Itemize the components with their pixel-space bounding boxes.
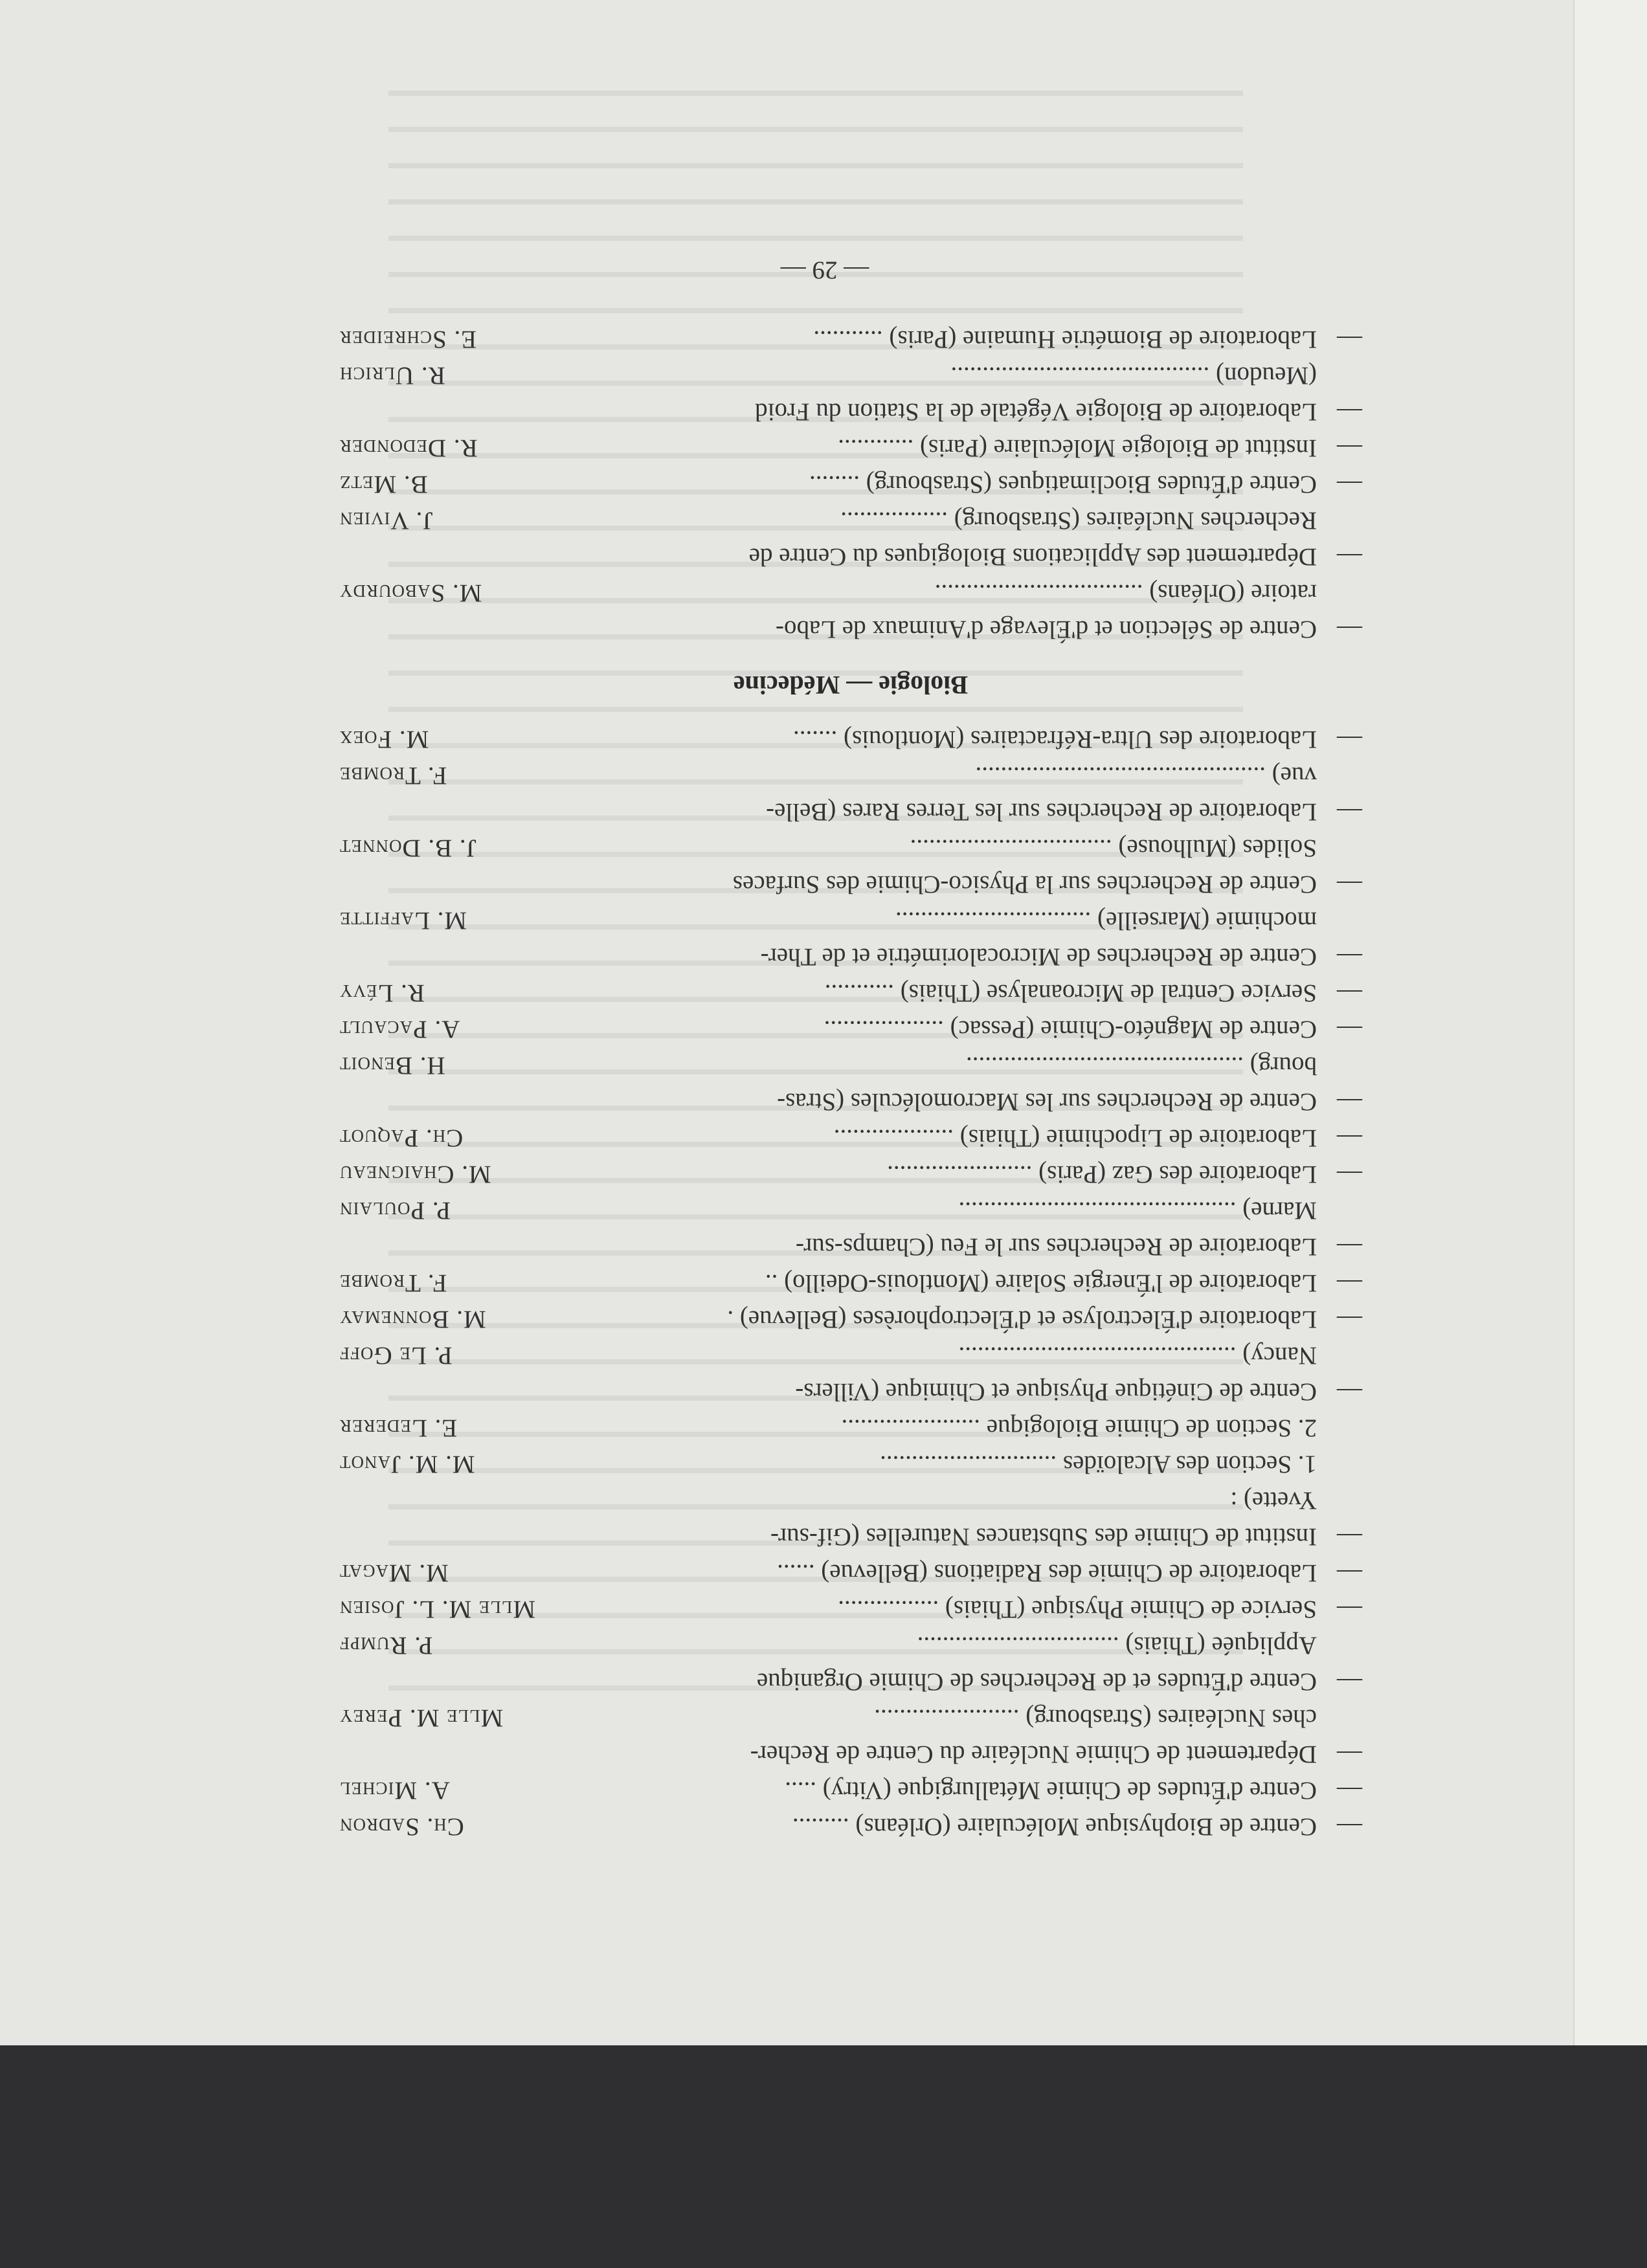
director-name: E. Lederer <box>339 1414 458 1442</box>
director-name: A. Michel <box>339 1777 450 1805</box>
director-name: Ch. Sadron <box>339 1813 464 1841</box>
entry-line: Centre de Magnéto-Chimie (Pessac) ................... <box>824 1016 1317 1043</box>
entry-dash: — <box>1337 326 1362 353</box>
director-name: M. Bonnemay <box>339 1306 486 1333</box>
directory-entry <box>339 1627 1362 1700</box>
entry-line: Laboratoire d'Électrolyse et d'Électrophorèses (Bellevue) . <box>727 1306 1317 1333</box>
director-name: P. Poulain <box>339 1197 451 1225</box>
directory-entry <box>339 1192 1362 1265</box>
director-name: M. Laffitte <box>339 907 467 935</box>
entry-line: Appliquée (Thiais) ................................ <box>917 1632 1317 1660</box>
section-title: Biologie — Médecine <box>733 671 969 700</box>
entry-line: Centre de Biophysique Moléculaire (Orléans) ......... <box>792 1813 1317 1841</box>
director-name: P. Rumpf <box>339 1632 433 1660</box>
entry-line: Centre d'Études Bioclimatiques (Strasbourg) ........ <box>809 471 1317 498</box>
director-name: Mlle M. Perey <box>339 1704 504 1732</box>
entry-dash: — <box>1337 1559 1362 1587</box>
directory-entry <box>339 830 1362 902</box>
page-content <box>339 321 1362 1845</box>
directory-entry <box>339 902 1362 975</box>
entry-dash: — <box>1337 1378 1362 1406</box>
director-name: P. Le Goff <box>339 1342 453 1370</box>
entry-line: 1. Section des Alcaloïdes ............................ <box>880 1451 1317 1478</box>
director-name: R. Lévy <box>339 979 425 1007</box>
entry-line: Service Central de Microanalyse (Thiais) ........... <box>824 979 1317 1007</box>
entry-dash: — <box>1337 1813 1362 1841</box>
director-name: Mlle M. L. Josien <box>339 1595 536 1623</box>
director-name: J. B. Donnet <box>339 834 476 862</box>
directory-entry <box>339 430 1362 466</box>
directory-entry <box>339 1772 1362 1808</box>
directory-entry <box>339 1156 1362 1192</box>
entry-dash: — <box>1337 1088 1362 1116</box>
director-name: B. Metz <box>339 471 428 498</box>
entry-dash: — <box>1337 1161 1362 1188</box>
entry-dash: — <box>1337 726 1362 753</box>
director-name: M. Sabourdy <box>339 579 482 607</box>
entry-dash: — <box>1337 798 1362 826</box>
entry-line: ches Nucléaires (Strasbourg) ....................... <box>874 1704 1317 1732</box>
entry-line: Laboratoire de Biométrie Humaine (Paris) ........... <box>813 326 1317 353</box>
entry-line: Laboratoire de Biologie Végétale de la Station du Froid <box>755 398 1317 426</box>
entry-line: Laboratoire de l'Énergie Solaire (Montlouis-Odeillo) .. <box>765 1269 1317 1297</box>
directory-entry <box>339 757 1362 830</box>
entry-line: Service de Chimie Physique (Thiais) ................ <box>838 1595 1317 1623</box>
entry-line: Institut de Biologie Moléculaire (Paris) ............ <box>838 434 1317 462</box>
director-name: F. Trombe <box>339 1269 447 1297</box>
entry-line: Centre de Recherches sur la Physico-Chimie des Surfaces <box>732 871 1317 898</box>
entry-line: bourg) ............................................ <box>965 1052 1317 1080</box>
entry-line: Département de Chimie Nucléaire du Centre de Recher- <box>750 1740 1317 1768</box>
directory-entry <box>339 1265 1362 1301</box>
directory-entry <box>339 1301 1362 1337</box>
directory-entry <box>339 1047 1362 1120</box>
entry-dash: — <box>1337 616 1362 643</box>
entry-dash: — <box>1337 1668 1362 1696</box>
directory-entry <box>339 1808 1362 1845</box>
entry-line: ratoire (Orléans) ................................. <box>934 579 1317 607</box>
directory-entry <box>339 1555 1362 1591</box>
director-name: M. M. Janot <box>339 1451 475 1478</box>
entry-dash: — <box>1337 1306 1362 1333</box>
entry-line: Laboratoire de Chimie des Radiations (Bellevue) ...... <box>777 1559 1317 1587</box>
entry-line: vue) .............................................. <box>975 762 1317 790</box>
directory-entry <box>339 466 1362 502</box>
director-name: M. Magat <box>339 1559 449 1587</box>
entry-line: Centre de Sélection et d'Élevage d'Animaux de Labo- <box>775 616 1317 643</box>
entry-dash: — <box>1337 1269 1362 1297</box>
entry-line: Laboratoire de Recherches sur le Feu (Champs-sur- <box>796 1233 1317 1261</box>
entry-line: mochimie (Marseille) ............................... <box>895 907 1317 935</box>
biology-entry-list <box>339 321 1362 647</box>
director-name: R. Dedonder <box>339 434 478 462</box>
entry-dash: — <box>1337 471 1362 498</box>
page-number: — 29 — <box>780 256 869 284</box>
directory-entry <box>339 502 1362 575</box>
entry-dash: — <box>1337 943 1362 971</box>
entry-line: Laboratoire des Gaz (Paris) ....................... <box>887 1161 1317 1188</box>
entry-dash: — <box>1337 1740 1362 1768</box>
entry-line: Marne) ............................................ <box>958 1197 1317 1225</box>
directory-entry <box>339 1120 1362 1156</box>
director-name: E. Schreider <box>339 326 477 353</box>
directory-entry <box>339 1410 1362 1555</box>
entry-dash: — <box>1337 1777 1362 1805</box>
entry-line: Solides (Mulhouse) ................................ <box>910 834 1317 862</box>
director-name: A. Pacault <box>339 1016 460 1043</box>
entry-line: Centre de Recherches de Microcalorimétrie et de Ther- <box>760 943 1317 971</box>
entry-line: Laboratoire des Ultra-Réfractaires (Montlouis) ....... <box>793 726 1317 753</box>
entry-line: Laboratoire de Recherches sur les Terres Rares (Belle- <box>766 798 1317 826</box>
entry-line: Laboratoire de Lipochimie (Thiais) ................... <box>833 1124 1317 1152</box>
directory-entry <box>339 575 1362 647</box>
entry-line: Département des Applications Biologiques du Centre de <box>748 543 1317 571</box>
director-name: R. Ulrich <box>339 362 445 390</box>
director-name: Ch. Paquot <box>339 1124 464 1152</box>
entry-line: 2. Section de Chimie Biologique ...................... <box>841 1414 1317 1442</box>
entry-line: Centre de Cinétique Physique et Chimique (Villers- <box>795 1378 1317 1406</box>
entry-dash: — <box>1337 1016 1362 1043</box>
directory-entry <box>339 975 1362 1011</box>
entry-dash: — <box>1337 979 1362 1007</box>
directory-entry <box>339 357 1362 430</box>
entry-line: (Meudon) ......................................... <box>950 362 1317 390</box>
directory-entry <box>339 1700 1362 1772</box>
director-name: M. Chaigneau <box>339 1161 491 1188</box>
directory-entry <box>339 1011 1362 1047</box>
entry-dash: — <box>1337 871 1362 898</box>
scanner-background <box>0 2045 1647 2268</box>
entry-line: Institut de Chimie des Substances Naturelles (Gif-sur- <box>770 1523 1317 1551</box>
directory-entry <box>339 721 1362 757</box>
entry-line: Nancy) ............................................ <box>958 1342 1317 1370</box>
entry-dash: — <box>1337 1523 1362 1551</box>
director-name: F. Trombe <box>339 762 447 790</box>
entry-line: Centre de Recherches sur les Macromolécules (Stras- <box>777 1088 1317 1116</box>
directory-entry <box>339 1591 1362 1627</box>
entry-dash: — <box>1337 1595 1362 1623</box>
director-name: M. Foex <box>339 726 429 753</box>
directory-entry <box>339 321 1362 357</box>
entry-dash: — <box>1337 543 1362 571</box>
entry-dash: — <box>1337 398 1362 426</box>
chemistry-entry-list <box>339 721 1362 1845</box>
entry-line: Recherches Nucléaires (Strasbourg) ................. <box>840 507 1317 535</box>
director-name: H. Benoit <box>339 1052 445 1080</box>
entry-dash: — <box>1337 434 1362 462</box>
entry-line: Centre d'Études et de Recherches de Chimie Organique <box>756 1668 1317 1696</box>
directory-entry <box>339 1337 1362 1410</box>
entry-line: Centre d'Études de Chimie Métallurgique (Vitry) ..... <box>785 1777 1317 1805</box>
director-name: J. Vivien <box>339 507 433 535</box>
entry-line: Yvette) : <box>1230 1487 1317 1515</box>
entry-dash: — <box>1337 1124 1362 1152</box>
entry-dash: — <box>1337 1233 1362 1261</box>
